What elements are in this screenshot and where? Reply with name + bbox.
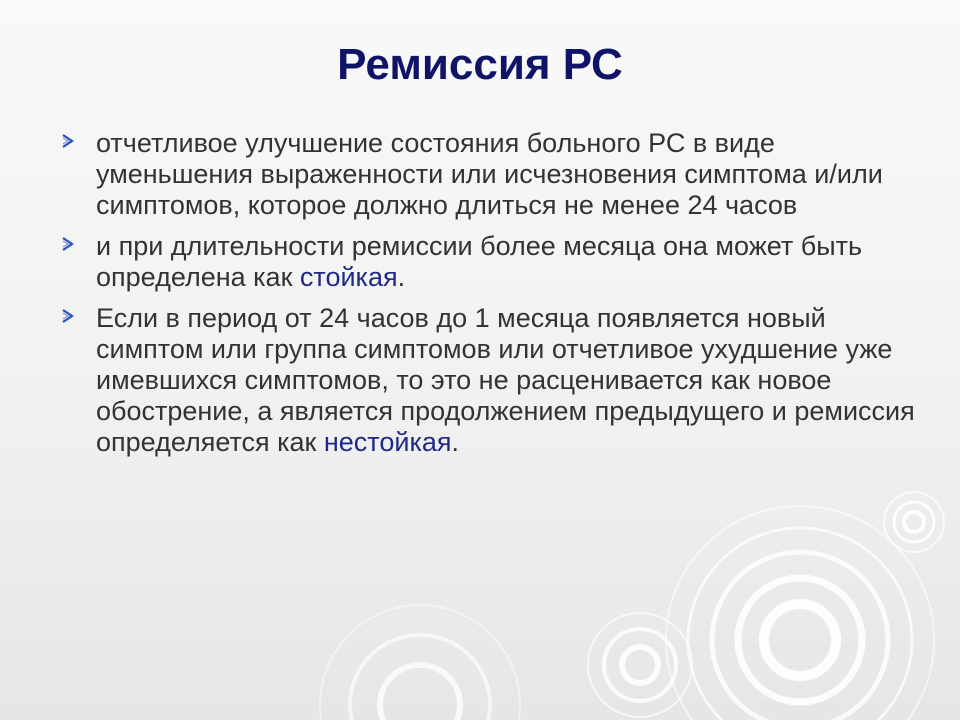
bullet-item [58,128,918,221]
bullet-text-main: Если в период от 24 часов до 1 месяца появляется новый симптом или группа симптомов или отчетливое ухудшение уже имевшихся симптомов, то это не расценивается как новое обострение, а является продолжением предыдущего и ремиссия определяется как [96,303,915,457]
chevron-right-icon [60,133,76,149]
bullet-text [96,303,918,458]
highlight-term-unstable: нестойкая [323,427,452,457]
bullet-item [58,303,918,458]
slide-title: Ремиссия РС [337,40,623,89]
chevron-right-icon [60,236,76,252]
bullet-text-end: . [397,262,406,292]
chevron-right-icon [60,308,76,324]
bullet-text-main: и при длительности ремиссии более месяца она может быть определена как [96,231,863,292]
bullet-text-end: . [451,427,460,457]
highlight-term-stable: стойкая [299,262,398,292]
bullet-text [96,231,918,293]
bullet-text [96,128,918,221]
bullet-item [58,231,918,293]
bullet-list [58,128,918,468]
bullet-text-main: отчетливое улучшение состояния больного РС в виде уменьшения выраженности или исчезновения симптома и/или симптомов, которое должно длиться не менее 24 часов [96,128,883,220]
